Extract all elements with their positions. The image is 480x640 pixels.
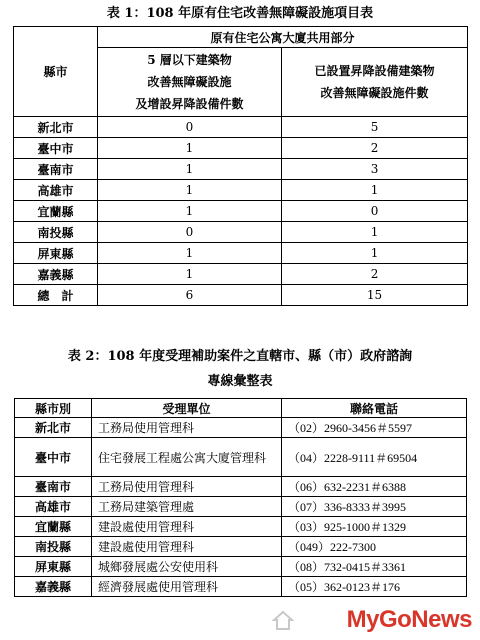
county-cell: 新北市 bbox=[15, 418, 92, 438]
count-elevator-buildings-cell: 0 bbox=[282, 201, 468, 222]
phone-cell: （03）925-1000＃1329 bbox=[282, 517, 467, 537]
county-cell: 嘉義縣 bbox=[15, 577, 92, 597]
table-row bbox=[15, 438, 467, 477]
table2-title-line1: 表 2：108 年度受理補助案件之直轄市、縣（市）政府諮詢 bbox=[67, 349, 413, 364]
table-row bbox=[14, 264, 468, 285]
unit-cell: 建設處使用管理科 bbox=[92, 517, 282, 537]
county-cell: 臺中市 bbox=[15, 438, 92, 477]
table-row bbox=[15, 537, 467, 557]
unit-cell: 工務局建築管理處 bbox=[92, 497, 282, 517]
county-cell: 宜蘭縣 bbox=[14, 201, 98, 222]
count-small-buildings-cell: 1 bbox=[98, 243, 282, 264]
watermark-logo: MyGoNews bbox=[346, 606, 472, 633]
phone-cell: （04）2228-9111＃69504 bbox=[282, 438, 467, 477]
table-row bbox=[15, 577, 467, 597]
count-elevator-buildings-cell: 2 bbox=[282, 138, 468, 159]
count-small-buildings-cell: 1 bbox=[98, 180, 282, 201]
county-cell: 南投縣 bbox=[14, 222, 98, 243]
count-elevator-buildings-cell: 2 bbox=[282, 264, 468, 285]
count-small-buildings-cell: 1 bbox=[98, 159, 282, 180]
county-cell: 高雄市 bbox=[15, 497, 92, 517]
table-row bbox=[14, 117, 468, 138]
count-small-buildings-cell: 1 bbox=[98, 264, 282, 285]
consultation-hotline-table bbox=[14, 398, 467, 597]
county-cell: 臺中市 bbox=[14, 138, 98, 159]
county-cell: 臺南市 bbox=[14, 159, 98, 180]
unit-cell: 工務局使用管理科 bbox=[92, 477, 282, 497]
count-elevator-buildings-cell: 3 bbox=[282, 159, 468, 180]
county-cell: 臺南市 bbox=[15, 477, 92, 497]
county-cell: 嘉義縣 bbox=[14, 264, 98, 285]
unit-cell: 工務局使用管理科 bbox=[92, 418, 282, 438]
phone-cell: （08）732-0415＃3361 bbox=[282, 557, 467, 577]
table-row bbox=[15, 418, 467, 438]
header-county: 縣市別 bbox=[15, 399, 92, 418]
unit-cell: 城鄉發展處公安使用科 bbox=[92, 557, 282, 577]
table-row bbox=[15, 557, 467, 577]
header-county: 縣市 bbox=[14, 27, 98, 117]
count-small-buildings-cell: 1 bbox=[98, 138, 282, 159]
count-small-buildings-cell: 6 bbox=[98, 285, 282, 306]
count-elevator-buildings-cell: 1 bbox=[282, 222, 468, 243]
accessibility-improvement-table bbox=[13, 26, 468, 306]
unit-cell: 建設處使用管理科 bbox=[92, 537, 282, 557]
table-row bbox=[14, 159, 468, 180]
table-row bbox=[15, 497, 467, 517]
count-small-buildings-cell: 0 bbox=[98, 117, 282, 138]
header-col1: 5 層以下建築物 改善無障礙設施 及增設昇降設備件數 bbox=[98, 48, 282, 117]
county-cell: 總 計 bbox=[14, 285, 98, 306]
header-unit: 受理單位 bbox=[92, 399, 282, 418]
county-cell: 南投縣 bbox=[15, 537, 92, 557]
unit-cell: 住宅發展工程處公寓大廈管理科 bbox=[92, 438, 282, 477]
county-cell: 屏東縣 bbox=[14, 243, 98, 264]
county-cell: 新北市 bbox=[14, 117, 98, 138]
phone-cell: （05）362-0123＃176 bbox=[282, 577, 467, 597]
count-small-buildings-cell: 0 bbox=[98, 222, 282, 243]
header-phone: 聯絡電話 bbox=[282, 399, 467, 418]
count-elevator-buildings-cell: 5 bbox=[282, 117, 468, 138]
header-col2: 已設置昇降設備建築物 改善無障礙設施件數 bbox=[282, 48, 468, 117]
table-row bbox=[15, 477, 467, 497]
phone-cell: （06）632-2231＃6388 bbox=[282, 477, 467, 497]
phone-cell: （049）222-7300 bbox=[282, 537, 467, 557]
count-small-buildings-cell: 1 bbox=[98, 201, 282, 222]
table-row bbox=[14, 222, 468, 243]
table1-title: 表 1：108 年原有住宅改善無障礙設施項目表 bbox=[106, 6, 374, 21]
county-cell: 屏東縣 bbox=[15, 557, 92, 577]
header-group: 原有住宅公寓大廈共用部分 bbox=[98, 27, 468, 48]
table-row bbox=[14, 180, 468, 201]
county-cell: 宜蘭縣 bbox=[15, 517, 92, 537]
table-row bbox=[14, 138, 468, 159]
table-row bbox=[14, 285, 468, 306]
phone-cell: （02）2960-3456＃5597 bbox=[282, 418, 467, 438]
table-row bbox=[14, 243, 468, 264]
county-cell: 高雄市 bbox=[14, 180, 98, 201]
unit-cell: 經濟發展處使用管理科 bbox=[92, 577, 282, 597]
table-row bbox=[14, 201, 468, 222]
phone-cell: （07）336-8333＃3995 bbox=[282, 497, 467, 517]
table-row bbox=[15, 517, 467, 537]
table2-title-line2: 專線彙整表 bbox=[207, 374, 273, 389]
count-elevator-buildings-cell: 1 bbox=[282, 180, 468, 201]
count-elevator-buildings-cell: 1 bbox=[282, 243, 468, 264]
count-elevator-buildings-cell: 15 bbox=[282, 285, 468, 306]
house-logo-icon bbox=[272, 610, 294, 632]
